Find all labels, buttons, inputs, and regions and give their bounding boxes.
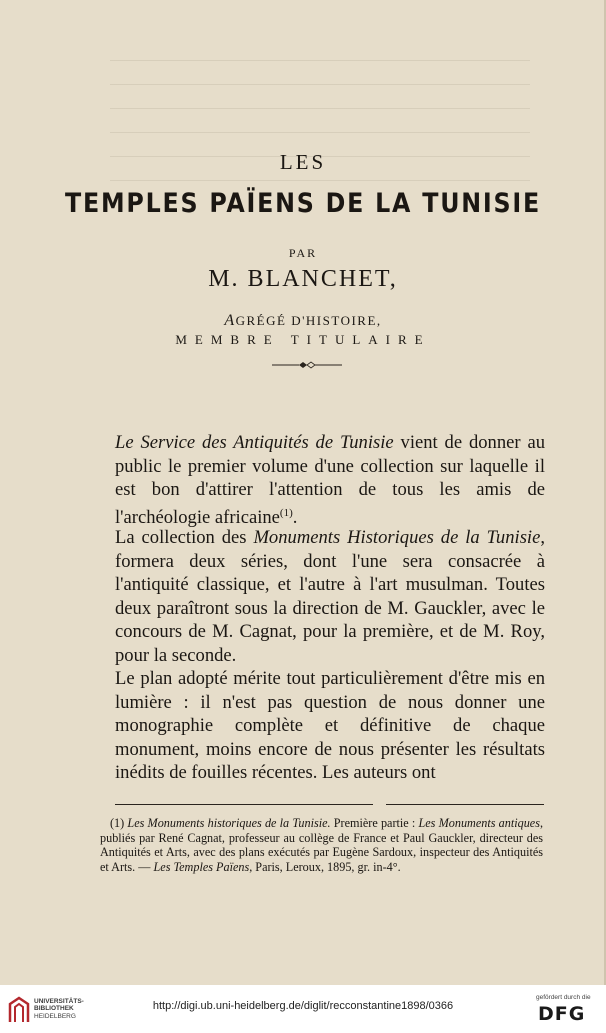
- paragraph-2: [115, 526, 545, 668]
- footnote: [100, 816, 543, 874]
- funding-note: gefördert durch die: [536, 994, 591, 1001]
- footnote-rule-left: [115, 804, 373, 805]
- ornament-divider: [272, 360, 342, 370]
- heading-par: PAR: [288, 246, 318, 260]
- footnote-title: Les Monuments historiques de la Tunisie.: [127, 816, 331, 830]
- paragraph-1: [115, 431, 545, 530]
- service-name: Le Service des Antiquités de Tunisie: [115, 432, 394, 453]
- author-name: M. BLANCHET,: [208, 266, 398, 292]
- author-role-line1: [0, 312, 606, 330]
- footnote-text-3: , Paris, Leroux, 1895, gr. in-4°.: [249, 859, 401, 874]
- dfg-logo[interactable]: DFG: [538, 1003, 586, 1025]
- footnote-part-title: Les Monuments antiques: [418, 816, 540, 830]
- role-rest: GRÉGÉ D'HISTOIRE,: [235, 313, 382, 328]
- paragraph-2-start: La collection des: [115, 527, 254, 548]
- footnote-marker: (1): [110, 816, 125, 830]
- footnote-text-2: , publiés par René Cagnat, professeur au collège de France et Paul Gauckler, directeur des Antiquités et Arts, avec des plans exécutés par Eugène Sardoux, inspecteur des Antiquités et Arts. —: [100, 816, 544, 874]
- paragraph-2-text: , formera deux séries, dont l'une sera consacrée à l'antiquité classique, et l'autre à l'art musulman. Toutes deux paraîtront sous la direction de M. Gauckler, avec le concours de M. Cagnat, pour la première, et de M. Roy, pour la seconde.: [115, 527, 546, 666]
- collection-title: Monuments Historiques de la Tunisie: [253, 527, 541, 548]
- library-line-2: BIBLIOTHEK: [34, 1005, 74, 1013]
- footnote-rule-right: [386, 804, 544, 805]
- library-line-3: HEIDELBERG: [34, 1012, 76, 1020]
- permalink-url[interactable]: http://digi.ub.uni-heidelberg.de/diglit/recconstantine1898/0366: [152, 1000, 454, 1012]
- footnote-text-1: Première partie :: [330, 816, 419, 830]
- paragraph-1-end: .: [292, 506, 298, 528]
- footnote-ref: (1): [279, 506, 293, 519]
- viewer-footer: [0, 985, 606, 1033]
- paragraph-3: Le plan adopté mérite tout particulièrement d'être mis en lumière : il n'est pas question de nous donner une monographie complète et définitive de chaque monument, moins encore de nous présenter les résultats inédits de fouilles récentes. Les auteurs ont: [115, 668, 545, 784]
- paragraph-1-text: vient de donner au public le premier volume d'une collection sur laquelle il est bon d'attirer l'attention de tous les amis de l'archéologie africaine: [115, 432, 545, 528]
- page-title: TEMPLES PAÏENS DE LA TUNISIE: [65, 188, 541, 219]
- footnote-book-title: Les Temples Païens: [153, 859, 250, 874]
- library-line-1: UNIVERSITÄTS-: [34, 998, 84, 1005]
- author-role-line2: MEMBRE TITULAIRE: [175, 332, 431, 347]
- heading-les: LES: [279, 150, 327, 174]
- role-initial: A: [224, 312, 236, 329]
